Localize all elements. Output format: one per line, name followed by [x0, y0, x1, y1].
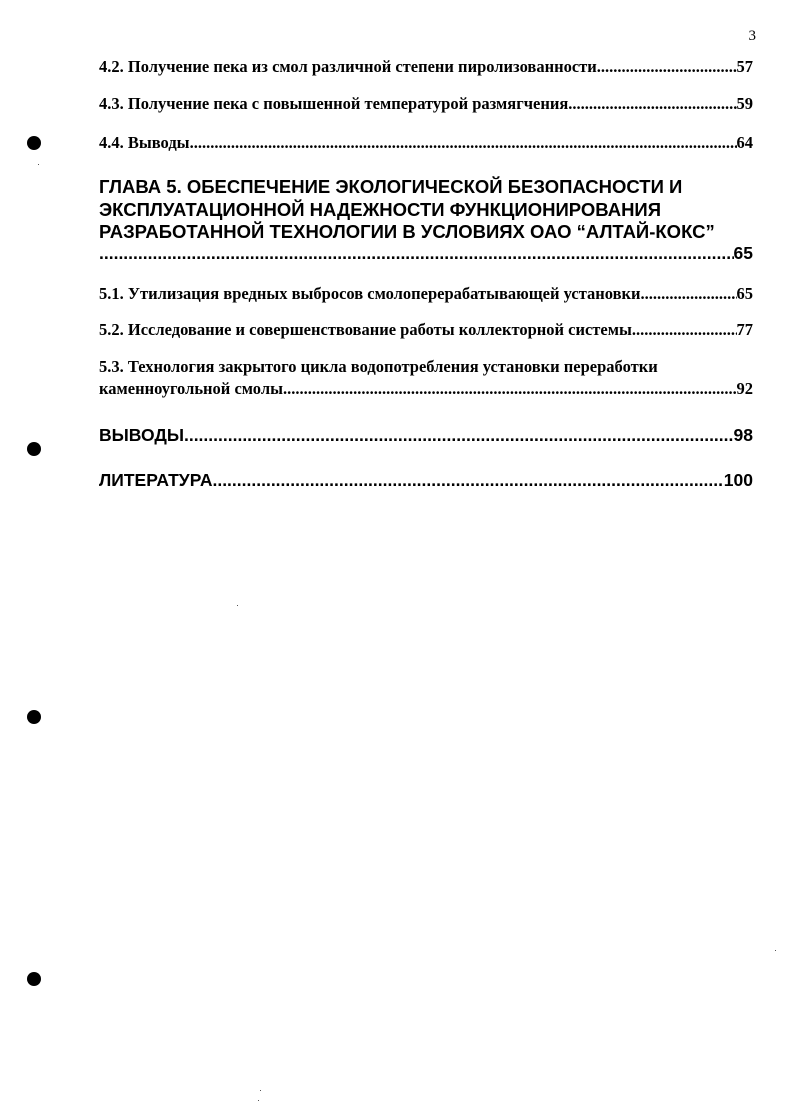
toc-entry-title: 5.1. Утилизация вредных выбросов смолоперерабатывающей установки — [99, 284, 641, 303]
toc-leader-dots — [568, 94, 736, 114]
toc-entry-5-3 — [99, 357, 753, 377]
toc-entry-5-2 — [99, 320, 753, 340]
toc-entry-page: 57 — [736, 57, 753, 76]
chapter-5-leader-row — [99, 243, 753, 264]
toc-entry-page: 64 — [736, 133, 753, 152]
toc-entry-page: 65 — [736, 284, 753, 303]
toc-entry-title: 4.2. Получение пека из смол различной степени пиролизованности — [99, 57, 597, 76]
toc-entry-title: 4.4. Выводы — [99, 133, 190, 152]
chapter-heading-line: РАЗРАБОТАННОЙ ТЕХНОЛОГИИ В УСЛОВИЯХ ОАО “АЛТАЙ-КОКС” — [99, 221, 715, 242]
scan-speck — [260, 1090, 261, 1091]
toc-entry-title-line: 5.3. Технология закрытого цикла водопотребления установки переработки — [99, 357, 658, 376]
toc-entry-title: 5.2. Исследование и совершенствование работы коллекторной системы — [99, 320, 632, 339]
scan-speck — [775, 950, 776, 951]
toc-entry-5-3-second-line — [99, 379, 753, 399]
punch-hole-icon — [27, 136, 41, 150]
punch-hole-icon — [27, 972, 41, 986]
toc-entry-conclusions — [99, 425, 753, 446]
toc-leader-dots — [641, 284, 737, 304]
toc-entry-title: 4.3. Получение пека с повышенной температурой размягчения — [99, 94, 569, 113]
toc-leader-dots — [632, 320, 737, 340]
toc-leader-dots — [283, 379, 737, 399]
toc-entry-4-4 — [99, 133, 753, 153]
page-number: 3 — [748, 28, 756, 44]
toc-entry-page: 100 — [723, 470, 753, 490]
chapter-heading-line: ЭКСПЛУАТАЦИОННОЙ НАДЕЖНОСТИ ФУНКЦИОНИРОВАНИЯ — [99, 198, 662, 220]
toc-entry-title: ВЫВОДЫ — [99, 425, 184, 445]
toc-leader-dots — [184, 425, 734, 446]
toc-entry-title: каменноугольной смолы — [99, 379, 283, 398]
toc-entry-page: 59 — [736, 94, 753, 113]
toc-entry-5-1 — [99, 284, 753, 304]
scan-speck — [258, 1100, 259, 1101]
toc-leader-dots — [99, 243, 734, 264]
toc-leader-dots — [212, 470, 723, 491]
toc-entry-4-2 — [99, 57, 753, 77]
toc-entry-4-3 — [99, 94, 753, 114]
toc-leader-dots — [190, 133, 737, 153]
toc-entry-title: ЛИТЕРАТУРА — [99, 470, 213, 490]
scan-speck — [38, 164, 39, 165]
toc-entry-page: 98 — [733, 425, 753, 445]
punch-hole-icon — [27, 442, 41, 456]
punch-hole-icon — [27, 710, 41, 724]
scan-speck — [237, 605, 238, 606]
toc-leader-dots — [597, 57, 737, 77]
chapter-5-heading — [99, 176, 759, 244]
toc-entry-page: 65 — [733, 243, 753, 263]
chapter-heading-line: ГЛАВА 5. ОБЕСПЕЧЕНИЕ ЭКОЛОГИЧЕСКОЙ БЕЗОПАСНОСТИ И — [99, 176, 683, 197]
toc-entry-literature — [99, 470, 753, 491]
toc-entry-page: 77 — [736, 320, 753, 339]
toc-entry-page: 92 — [736, 379, 753, 398]
